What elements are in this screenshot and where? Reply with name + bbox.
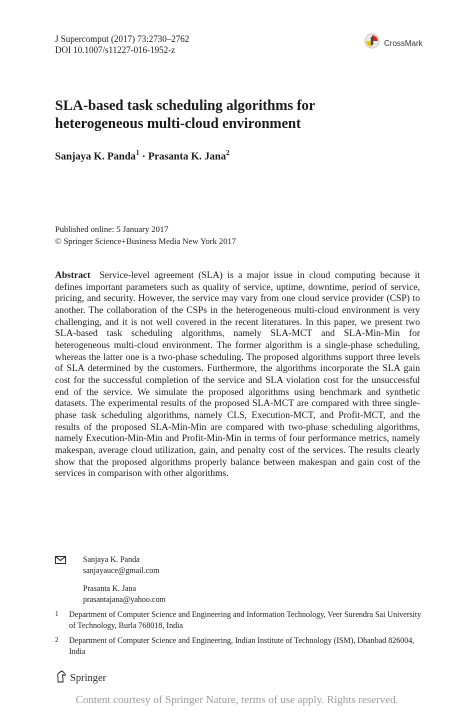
affiliation	[55, 636, 425, 657]
journal-header	[55, 34, 189, 56]
courtesy-notice: Content courtesy of Springer Nature, terms of use apply. Rights reserved.	[75, 694, 399, 706]
contact-email[interactable]: sanjayauce@gmail.com	[83, 565, 160, 575]
abstract-label: Abstract	[55, 271, 91, 281]
author-name[interactable]: Prasanta K. Jana	[148, 151, 226, 163]
affiliation	[55, 610, 425, 631]
copyright-line: © Springer Science+Business Media New York 2017	[55, 235, 236, 246]
publication-info	[55, 224, 236, 247]
paper-title	[55, 97, 435, 133]
author-name[interactable]: Sanjaya K. Panda	[55, 151, 136, 163]
affiliation-ref: 2	[225, 149, 230, 157]
title-line-1: SLA-based task scheduling algorithms for	[55, 98, 316, 114]
doi-line[interactable]: DOI 10.1007/s11227-016-1952-z	[55, 45, 176, 55]
affiliation-number: 1	[55, 610, 59, 618]
journal-citation: J Supercomput (2017) 73:2730–2762	[55, 34, 190, 44]
author-list	[55, 149, 229, 163]
contact-entry	[83, 555, 425, 576]
affiliation-number: 2	[55, 636, 59, 644]
affiliation-text: Department of Computer Science and Engineering, Indian Institute of Technology (ISM), Dhanbad 826004, India	[69, 636, 415, 656]
crossmark-label: CrossMark	[384, 39, 423, 48]
title-line-2: heterogeneous multi-cloud environment	[55, 116, 301, 132]
contact-entry	[83, 584, 425, 605]
springer-horse-icon	[55, 670, 67, 686]
author-separator: ·	[139, 151, 149, 163]
affiliation-text: Department of Computer Science and Engineering and Information Technology, Veer Surendra Sai University of Technology, Burla 768018, India	[69, 610, 422, 630]
published-date: Published online: 5 January 2017	[55, 224, 169, 234]
abstract-section	[55, 271, 420, 481]
crossmark-icon	[364, 33, 380, 54]
envelope-icon	[55, 556, 66, 568]
contact-section	[55, 555, 425, 605]
springer-wordmark: Springer	[70, 672, 107, 684]
contact-name: Sanjaya K. Panda	[83, 555, 140, 564]
abstract-text: Service-level agreement (SLA) is a major issue in cloud computing because it defines important parameters such as quality of service, uptime, downtime, period of service, pricing, and security. However, the service may vary from one cloud service provider (CSP) to another. The collaboration of the CSPs in the heterogeneous multi-cloud environment is very challenging, and it is not well covered in the recent literatures. In this paper, we present two SLA-based task scheduling algorithms, namely SLA-MCT and SLA-Min-Min for heterogeneous multi-cloud environment. The former algorithm is a single-phase scheduling, whereas the latter one is a two-phase scheduling. The proposed algorithms support three levels of SLA determined by the customers. Furthermore, the algorithms incorporate the SLA gain cost for the successful completion of the service and SLA violation cost for the unsuccessful end of the service. We simulate the proposed algorithms using benchmark and synthetic datasets. The experimental results of the proposed SLA-MCT are compared with three single-phase task scheduling algorithms, namely CLS, Execution-MCT, and Profit-MCT, and the results of the proposed SLA-Min-Min are compared with two-phase scheduling algorithms, namely Execution-Min-Min and Profit-Min-Min in terms of four performance metrics, namely makespan, average cloud utilization, gain, and penalty cost of the services. The results clearly show that the proposed algorithms properly balance between makespan and gain cost of the services in comparison with other algorithms.	[55, 271, 420, 480]
affiliation-ref: 1	[135, 149, 140, 157]
springer-logo	[55, 670, 106, 686]
contact-email[interactable]: prasantajana@yahoo.com	[83, 594, 166, 604]
contact-name: Prasanta K. Jana	[83, 584, 137, 593]
crossmark-badge[interactable]	[364, 33, 423, 54]
